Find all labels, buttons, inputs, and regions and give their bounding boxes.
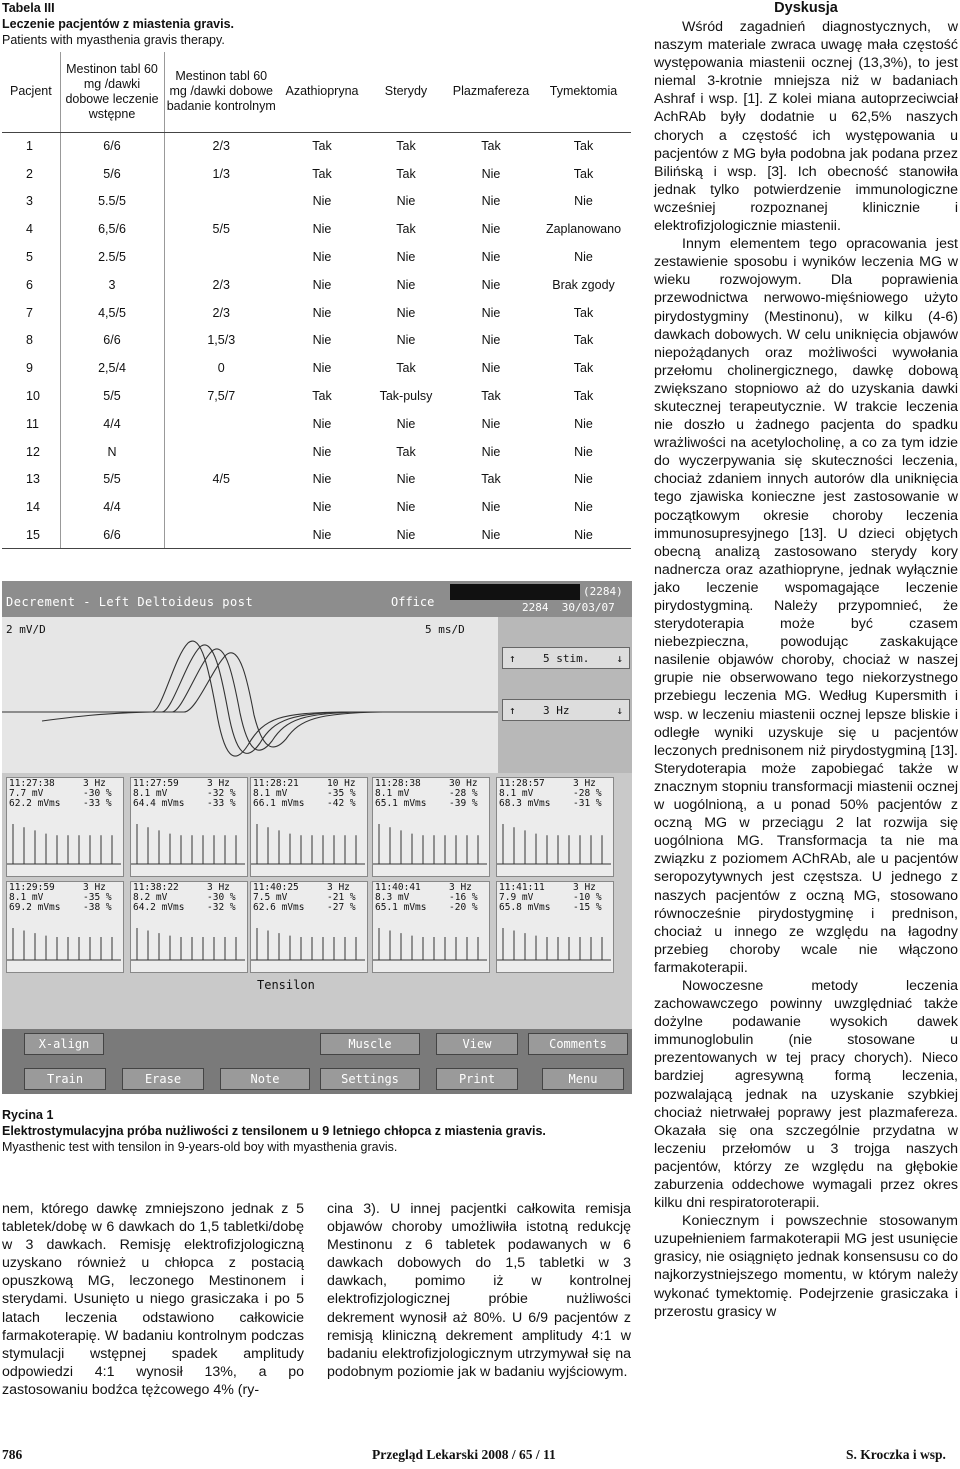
- table-cell: Nie: [366, 521, 446, 549]
- table-cell: 5/5: [60, 466, 164, 494]
- table-row: [2, 466, 631, 494]
- table-cell: 15: [2, 521, 60, 549]
- record-id: 2284: [522, 601, 549, 614]
- train-panel[interactable]: [496, 881, 614, 973]
- table-cell: Tak-pulsy: [379, 389, 433, 404]
- panel-readout: 8.1 mV: [253, 788, 288, 799]
- panel-readout: 7.9 mV: [499, 892, 534, 903]
- table-cell: Nie: [312, 277, 332, 292]
- panel-readout: 11:38:22: [133, 882, 179, 893]
- table-cell: 2/3: [164, 271, 278, 299]
- panel-readout: 64.4 mVms: [133, 798, 185, 809]
- panel-readout: 11:40:25: [253, 882, 299, 893]
- discussion-column: [654, 0, 958, 1321]
- spike-train: [7, 916, 123, 972]
- table-header-row: [2, 52, 631, 132]
- train-panel[interactable]: [6, 777, 124, 877]
- table-cell: Nie: [396, 416, 416, 431]
- table-cell: Tak: [573, 389, 594, 404]
- panel-readout: 3 Hz: [573, 778, 596, 789]
- table-cell: 1,5/3: [164, 327, 278, 355]
- table-cell: [164, 493, 278, 521]
- table-cell: 6/6: [60, 521, 164, 549]
- table-cell: Nie: [312, 500, 332, 515]
- note-button[interactable]: Note: [220, 1068, 310, 1090]
- panel-readout: 11:28:21: [253, 778, 299, 789]
- table-cell: Tak: [573, 166, 594, 181]
- panel-readout: 7.7 mV: [9, 788, 44, 799]
- panel-readout: -32 %: [207, 788, 236, 799]
- table-cell: 3: [60, 271, 164, 299]
- figure-label: Rycina 1: [2, 1108, 54, 1122]
- table-cell: 12: [26, 444, 40, 459]
- body-column-1: [2, 1200, 304, 1399]
- table-cell: Nie: [574, 194, 593, 209]
- arrow-up-icon[interactable]: ↑: [509, 704, 516, 717]
- author-running-head: S. Kroczka i wsp.: [846, 1447, 946, 1462]
- train-button[interactable]: Train: [24, 1068, 106, 1090]
- panel-readout: -15 %: [573, 902, 602, 913]
- table-cell: Tak: [573, 139, 594, 154]
- table-cell: Nie: [312, 416, 332, 431]
- table-cell: 4/4: [60, 410, 164, 438]
- waveform-svg: [2, 617, 498, 773]
- frequency-control[interactable]: [502, 699, 630, 721]
- panel-readout: -42 %: [327, 798, 356, 809]
- panel-readout: 11:28:57: [499, 778, 545, 789]
- table-cell: Nie: [312, 305, 332, 320]
- table-row: [2, 271, 631, 299]
- panel-readout: 8.2 mV: [133, 892, 168, 903]
- table-cell: Nie: [312, 250, 332, 265]
- comments-button[interactable]: Comments: [528, 1033, 628, 1055]
- train-panel[interactable]: [372, 777, 490, 877]
- table-cell: Tak: [312, 389, 332, 404]
- table-cell: Nie: [396, 500, 416, 515]
- panel-readout: 8.1 mV: [9, 892, 44, 903]
- control-panel: [498, 617, 632, 773]
- panel-readout: -28 %: [449, 788, 478, 799]
- panel-readout: -35 %: [327, 788, 356, 799]
- panel-readout: 7.5 mV: [253, 892, 288, 903]
- waveform-trace-4: [2, 653, 382, 747]
- table-row: [2, 438, 631, 466]
- panel-readout: -20 %: [449, 902, 478, 913]
- table-cell: 5: [26, 250, 33, 265]
- table-cell: Nie: [574, 416, 593, 431]
- table-cell: Tak: [573, 361, 594, 376]
- table-row: [2, 354, 631, 382]
- waveform-trace-3: [2, 649, 362, 750]
- header-patient: Pacjent: [2, 52, 60, 132]
- table-cell: 7: [26, 305, 33, 320]
- table-cell: 6,5/6: [60, 215, 164, 243]
- waveform-graph: [2, 617, 498, 773]
- table-cell: Nie: [396, 277, 416, 292]
- table-cell: 9: [26, 361, 33, 376]
- table-cell: 11: [26, 416, 39, 431]
- table-cell: Tak: [396, 222, 416, 237]
- record-date-value: 30/03/07: [561, 601, 615, 614]
- panel-readout: 3 Hz: [449, 882, 472, 893]
- time-scale: 5 ms/D: [425, 623, 465, 636]
- spike-train: [251, 812, 367, 876]
- table-cell: Nie: [278, 521, 366, 549]
- panel-readout: 11:29:59: [9, 882, 55, 893]
- table-cell: Nie: [481, 444, 501, 459]
- table-cell: Nie: [312, 333, 332, 348]
- table-cell: Nie: [396, 250, 416, 265]
- table-cell: Nie: [396, 333, 416, 348]
- section-heading: Dyskusja: [774, 0, 838, 16]
- table-cell: Nie: [574, 444, 593, 459]
- spike-train: [131, 916, 247, 972]
- table-cell: Tak: [396, 166, 416, 181]
- table-cell: N: [60, 438, 164, 466]
- table-row: [2, 132, 631, 160]
- waveform-trace-5: [42, 712, 152, 721]
- header-thymectomy: Tymektomia: [536, 52, 631, 132]
- panel-readout: -38 %: [83, 902, 112, 913]
- paragraph: nem, którego dawkę zmniejszono jednak z 5 tabletek/dobę w 6 dawkach do 1,5 tabletki/dobę w 3 dawkach. Remisję elektrofizjologiczną uzyskano również u chłopca z postacią opuszkową MG, leczonego Mestinonem i sterydami. Usunięto u niego grasiczaka i po 5 latach leczenia odstawiono całkowicie farmakoterapię. W badaniu kontrolnym podczas stymulacji wstępnej spadek amplitudy odpowiedzi 4:1 wynosił 13%, a po zastosowaniu bodźca tężcowego 4% (ry-: [2, 1201, 304, 1398]
- panel-readout: -32 %: [207, 902, 236, 913]
- panel-readout: 65.1 mVms: [375, 902, 427, 913]
- table-cell: Nie: [481, 500, 501, 515]
- spike-train: [7, 812, 123, 876]
- panel-readout: 8.3 mV: [375, 892, 410, 903]
- panel-readout: -28 %: [573, 788, 602, 799]
- table-label: Tabela III: [2, 1, 55, 15]
- journal-citation: Przegląd Lekarski 2008 / 65 / 11: [372, 1447, 556, 1462]
- table-cell: Nie: [481, 222, 501, 237]
- panel-readout: -21 %: [327, 892, 356, 903]
- panel-readout: -33 %: [207, 798, 236, 809]
- table-cell: 2,5/4: [60, 354, 164, 382]
- table-cell: Nie: [481, 416, 501, 431]
- panel-readout: 8.1 mV: [499, 788, 534, 799]
- page-number: 786: [2, 1447, 23, 1462]
- table-cell: Nie: [396, 472, 416, 487]
- table-row: [2, 327, 631, 355]
- table-cell: 1: [26, 139, 33, 154]
- paragraph: Innym elementem tego opracowania jest zestawienie sposobu i wyników leczenia MG w wieku rozwojowym. Dla poprawienia przewodnictwa nerwowo-mięśniowego użyto pirydostygminy (Mestinonu), w kilku (4-6) dawkach dobowych. W celu uniknięcia objawów niepożądanych oraz możliwości wywołania przełomu cholinergicznego, dawkę dobową zwiększano stopniowo aż do uzyskania dawki skutecznej terapeutycznie. W trakcie leczenia nie doszło u żadnego pacjenta do spadku wrażliwości na acetylocholinę, a co za tym idzie do wyczerpywania się skuteczności leczenia, chociaż zdaniem innych autorów dla uniknięcia tego zjawiska konieczne jest zastosowanie w początkowym okresie choroby leczenia immunosupresyjnego [13]. U dzieci objętych obecną analizą zastosowano sterydy kory nadnercza oraz azathiopryne, jednak wyłącznie jako leczenie wspomagające leczenie pirydostygminą. Należy przypomnieć, że sterydoterapia może być czasem niebezpieczna, powodując zaskakujące nasilenie objawów choroby, chociaż w naszej grupie nie obserwowano tego niekorzystnego przebiegu leczenia MG. Według Kupersmith i wsp. w leczeniu miastenii ocznej lepsze bliskie i odległe wyniki uzyskuje się u pacjentów leczonych prednisonem niż pirydostygminą [13]. Sterydoterapia może zapobiegać także w znacznym stopniu transformacji miastenii ocznej w uogólnioną, a u ponad 50% pacjentów z oczną MG w przeciągu 2 lat rozwija się uogólniona MG. Transformacja ta nie ma związku z poziomem AChRAb, ale u pacjentów seropozytywnych jest częstsza. U jednego z naszych pacjentów z oczną MG, stosowano równocześnie pirydostygminę i prednison, chociaż u innego ze względu na łagodny przebieg choroby wcale nie włączono farmakoterapii.: [654, 236, 958, 976]
- frequency-value: 3 Hz: [543, 704, 570, 717]
- train-panel[interactable]: [250, 881, 368, 973]
- table-cell: 0: [164, 354, 278, 382]
- table-cell: 4: [26, 222, 33, 237]
- table-cell: 3: [26, 194, 33, 209]
- spike-train: [373, 812, 489, 876]
- table-cell: 1/3: [164, 160, 278, 188]
- table-cell: 4,5/5: [60, 299, 164, 327]
- table-cell: Tak: [573, 305, 594, 320]
- train-panel[interactable]: [130, 881, 248, 973]
- arrow-up-icon[interactable]: ↑: [509, 652, 516, 665]
- panel-readout: 65.8 mVms: [499, 902, 551, 913]
- header-plasmapheresis: Plazmafereza: [446, 52, 536, 132]
- table-cell: 14: [26, 500, 40, 515]
- table-row: [2, 521, 631, 549]
- table-cell: [164, 188, 278, 216]
- stim-value: 5 stim.: [543, 652, 590, 665]
- table-row: [2, 243, 631, 271]
- table-cell: Nie: [481, 305, 501, 320]
- table-cell: 2/3: [164, 299, 278, 327]
- table-cell: 2/3: [164, 132, 278, 160]
- patient-code: (2284): [583, 585, 623, 598]
- view-button[interactable]: View: [436, 1033, 518, 1055]
- table-row: [2, 160, 631, 188]
- panel-readout: 11:27:38: [9, 778, 55, 789]
- table-cell: Nie: [481, 194, 501, 209]
- redacted-name-block: [450, 584, 580, 600]
- paragraph: cina 3). U innej pacjentki całkowita remisja objawów choroby umożliwiła istotną redukcję Mestinonu z 6 tabletek podawanych w 6 dawkach dobowych do 1,5 tabletki w 3 dawkach, pomimo iż w kontrolnej elektrofizjologicznej próbie nużliwości dekrement wynosił aż 80%. U 6/9 pacjentów z remisją kliniczną dekrement amplitudy 4:1 w badaniu elektrofizjologicznym utrzymywał się na podobnym poziomie jak w badaniu wyjściowym.: [327, 1201, 631, 1380]
- table-cell: Nie: [574, 500, 593, 515]
- panel-readout: -30 %: [207, 892, 236, 903]
- amplitude-scale: 2 mV/D: [6, 623, 46, 636]
- train-panel[interactable]: [496, 777, 614, 877]
- table-title-pl: Leczenie pacjentów z miastenia gravis.: [2, 17, 235, 31]
- panel-readout: 3 Hz: [207, 882, 230, 893]
- panel-readout: 68.3 mVms: [499, 798, 551, 809]
- table-cell: 6/6: [60, 132, 164, 160]
- train-panel[interactable]: [6, 881, 124, 973]
- header-azathioprine: Azathiopryna: [278, 52, 366, 132]
- table-row: [2, 410, 631, 438]
- table-cell: Nie: [312, 361, 332, 376]
- table-cell: Tak: [312, 139, 332, 154]
- table-cell: Nie: [312, 444, 332, 459]
- panel-readout: 10 Hz: [327, 778, 356, 789]
- figure-title-en: Myasthenic test with tensilon in 9-years-old boy with myasthenia gravis.: [2, 1140, 398, 1154]
- panel-readout: 3 Hz: [573, 882, 596, 893]
- table-cell: 6/6: [60, 327, 164, 355]
- table-cell: 2.5/5: [60, 243, 164, 271]
- table-row: [2, 299, 631, 327]
- table-cell: Tak: [396, 361, 416, 376]
- panel-readout: -27 %: [327, 902, 356, 913]
- train-panel[interactable]: [130, 777, 248, 877]
- train-panel[interactable]: [372, 881, 490, 973]
- table-cell: Tak: [481, 389, 501, 404]
- panel-readout: 30 Hz: [449, 778, 478, 789]
- table-cell: 5/5: [164, 215, 278, 243]
- paragraph: Koniecznym i powszechnie stosowanym uzupełnieniem farmakoterapii MG jest usunięcie grasicy, nie osiągnięto jednak konsensusu co do najkorzystniejszego momentu, w którym należy wykonać tymektomię. Podejrzenie grasiczaka i przerostu grasicy w: [654, 1213, 958, 1320]
- panel-readout: 3 Hz: [327, 882, 350, 893]
- spike-train: [497, 916, 613, 972]
- table-cell: 8: [26, 333, 33, 348]
- table-cell: 5/6: [60, 160, 164, 188]
- table-caption: [2, 0, 632, 48]
- paragraph: Wśród zagadnień diagnostycznych, w naszym materiale zwraca uwagę mała częstość występowania miastenii ocznej (13,3%), to jest niemal 3-krotnie mniejsza niż w badaniach Ashraf i wsp. [1]. Z kolei miana autoprzeciwciał AchRAb były dodatnie u 62,5% naszych chorych a częstość ich występowania u pacjentów z MG była podobna jak podana przez Bilińską i wsp. [3]. Ich obecność stanowiła jednak tylko potwierdzenie immunologiczne wcześniej rozpoznanej klinicznie i elektrofizjologicznie miastenii.: [654, 19, 958, 235]
- body-column-2: [327, 1200, 631, 1381]
- table-cell: Nie: [481, 166, 501, 181]
- table-cell: [164, 243, 278, 271]
- table-cell: 4/4: [60, 493, 164, 521]
- spike-train: [251, 916, 367, 972]
- table-cell: Nie: [312, 194, 332, 209]
- table-cell: 13: [26, 472, 40, 487]
- erase-button[interactable]: Erase: [122, 1068, 204, 1090]
- settings-button[interactable]: Settings: [320, 1068, 420, 1090]
- table-title-en: Patients with myasthenia gravis therapy.: [2, 33, 225, 47]
- table-cell: Nie: [396, 194, 416, 209]
- table-cell: Nie: [481, 333, 501, 348]
- spike-train: [131, 812, 247, 876]
- table-cell: Nie: [396, 305, 416, 320]
- figure-title-pl: Elektrostymulacyjna próba nużliwości z tensilonem u 9 letniego chłopca z miastenia gravis.: [2, 1124, 546, 1138]
- panel-readout: 11:28:38: [375, 778, 421, 789]
- table-cell: Tak: [396, 444, 416, 459]
- panel-readout: 65.1 mVms: [375, 798, 427, 809]
- table-cell: Nie: [481, 361, 501, 376]
- print-button[interactable]: Print: [436, 1068, 518, 1090]
- header-mestinon-initial: Mestinon tabl 60 mg /dawki dobowe leczenie wstępne: [60, 52, 164, 132]
- table-row: [2, 188, 631, 216]
- waveform-trace-1: [2, 641, 498, 756]
- table-cell: Tak: [396, 139, 416, 154]
- panel-readout: 64.2 mVms: [133, 902, 185, 913]
- table-cell: Nie: [312, 222, 332, 237]
- header-mestinon-control: Mestinon tabl 60 mg /dawki dobowe badanie kontrolnym: [164, 52, 278, 132]
- table-cell: Nie: [574, 472, 593, 487]
- table-cell: Brak zgody: [552, 277, 615, 292]
- table-cell: Nie: [481, 277, 501, 292]
- panel-readout: 3 Hz: [83, 882, 106, 893]
- arrow-down-icon[interactable]: ↓: [616, 704, 623, 717]
- panel-readout: 11:41:11: [499, 882, 545, 893]
- panel-readout: 11:40:41: [375, 882, 421, 893]
- treatment-table: [2, 52, 631, 549]
- table-cell: Nie: [312, 472, 332, 487]
- panel-readout: 69.2 mVms: [9, 902, 61, 913]
- table-cell: 4/5: [164, 466, 278, 494]
- x-align-button[interactable]: X-align: [24, 1033, 104, 1055]
- panel-readout: 3 Hz: [83, 778, 106, 789]
- table-cell: Nie: [481, 250, 501, 265]
- paragraph: Nowoczesne metody leczenia zachowawczego powinny uwzględniać także dożylne podawanie wysokich dawek immunoglobulin (nie stosowane u prezentowanych w tej pracy chorych). Nieco bardziej agresywną formą leczenia, pozwalającą jednak na uzyskanie szybkiej chociaż nietrwałej poprawy jest plazmafereza. Okazała się ona szczególnie przydatna w leczeniu przełomów u 3 trojga naszych pacjentów, którzy ze względu na głębokie zaburzenia oddechowe wymagali przez okres kilku dni respiratoroterapii.: [654, 977, 958, 1212]
- menu-button[interactable]: Menu: [542, 1068, 624, 1090]
- figure-caption: [2, 1107, 632, 1155]
- panel-readout: -30 %: [83, 788, 112, 799]
- panel-readout: 62.6 mVms: [253, 902, 305, 913]
- table-cell: 6: [26, 277, 33, 292]
- table-cell: Zaplanowano: [545, 222, 622, 237]
- panel-readout: -31 %: [573, 798, 602, 809]
- panel-readout: 8.1 mV: [133, 788, 168, 799]
- panel-readout: 62.2 mVms: [9, 798, 61, 809]
- emg-screenshot: [2, 581, 632, 1094]
- stim-control[interactable]: [502, 647, 630, 669]
- panel-readout: 11:27:59: [133, 778, 179, 789]
- table-cell: Nie: [536, 521, 631, 549]
- table-row: [2, 382, 631, 410]
- table-cell: [164, 410, 278, 438]
- tensilon-label: Tensilon: [257, 978, 315, 992]
- table-row: [2, 215, 631, 243]
- panel-readout: -33 %: [83, 798, 112, 809]
- arrow-down-icon[interactable]: ↓: [616, 652, 623, 665]
- table-cell: Tak: [573, 333, 594, 348]
- table-cell: Nie: [574, 250, 593, 265]
- decrement-label: Decrement - Left Deltoideus post: [6, 595, 254, 609]
- spike-train: [497, 812, 613, 876]
- table-cell: Tak: [481, 472, 501, 487]
- table-cell: 5.5/5: [60, 188, 164, 216]
- panel-readout: -35 %: [83, 892, 112, 903]
- header-steroids: Sterydy: [366, 52, 446, 132]
- train-panel[interactable]: [250, 777, 368, 877]
- table-cell: Tak: [481, 139, 501, 154]
- panel-readout: 66.1 mVms: [253, 798, 305, 809]
- table-cell: 7,5/7: [164, 382, 278, 410]
- table-cell: [164, 438, 278, 466]
- table-cell: 5/5: [60, 382, 164, 410]
- panel-readout: -10 %: [573, 892, 602, 903]
- table-cell: Tak: [312, 166, 332, 181]
- table-cell: 2: [26, 166, 33, 181]
- table-cell: 10: [26, 389, 40, 404]
- panel-readout: 3 Hz: [207, 778, 230, 789]
- office-label: Office: [391, 595, 435, 609]
- panel-readout: -39 %: [449, 798, 478, 809]
- spike-train: [373, 916, 489, 972]
- muscle-button[interactable]: Muscle: [320, 1033, 420, 1055]
- table-cell: [164, 521, 278, 549]
- record-date: [522, 601, 615, 614]
- panel-readout: -16 %: [449, 892, 478, 903]
- table-row: [2, 493, 631, 521]
- table-cell: Nie: [446, 521, 536, 549]
- panel-readout: 8.1 mV: [375, 788, 410, 799]
